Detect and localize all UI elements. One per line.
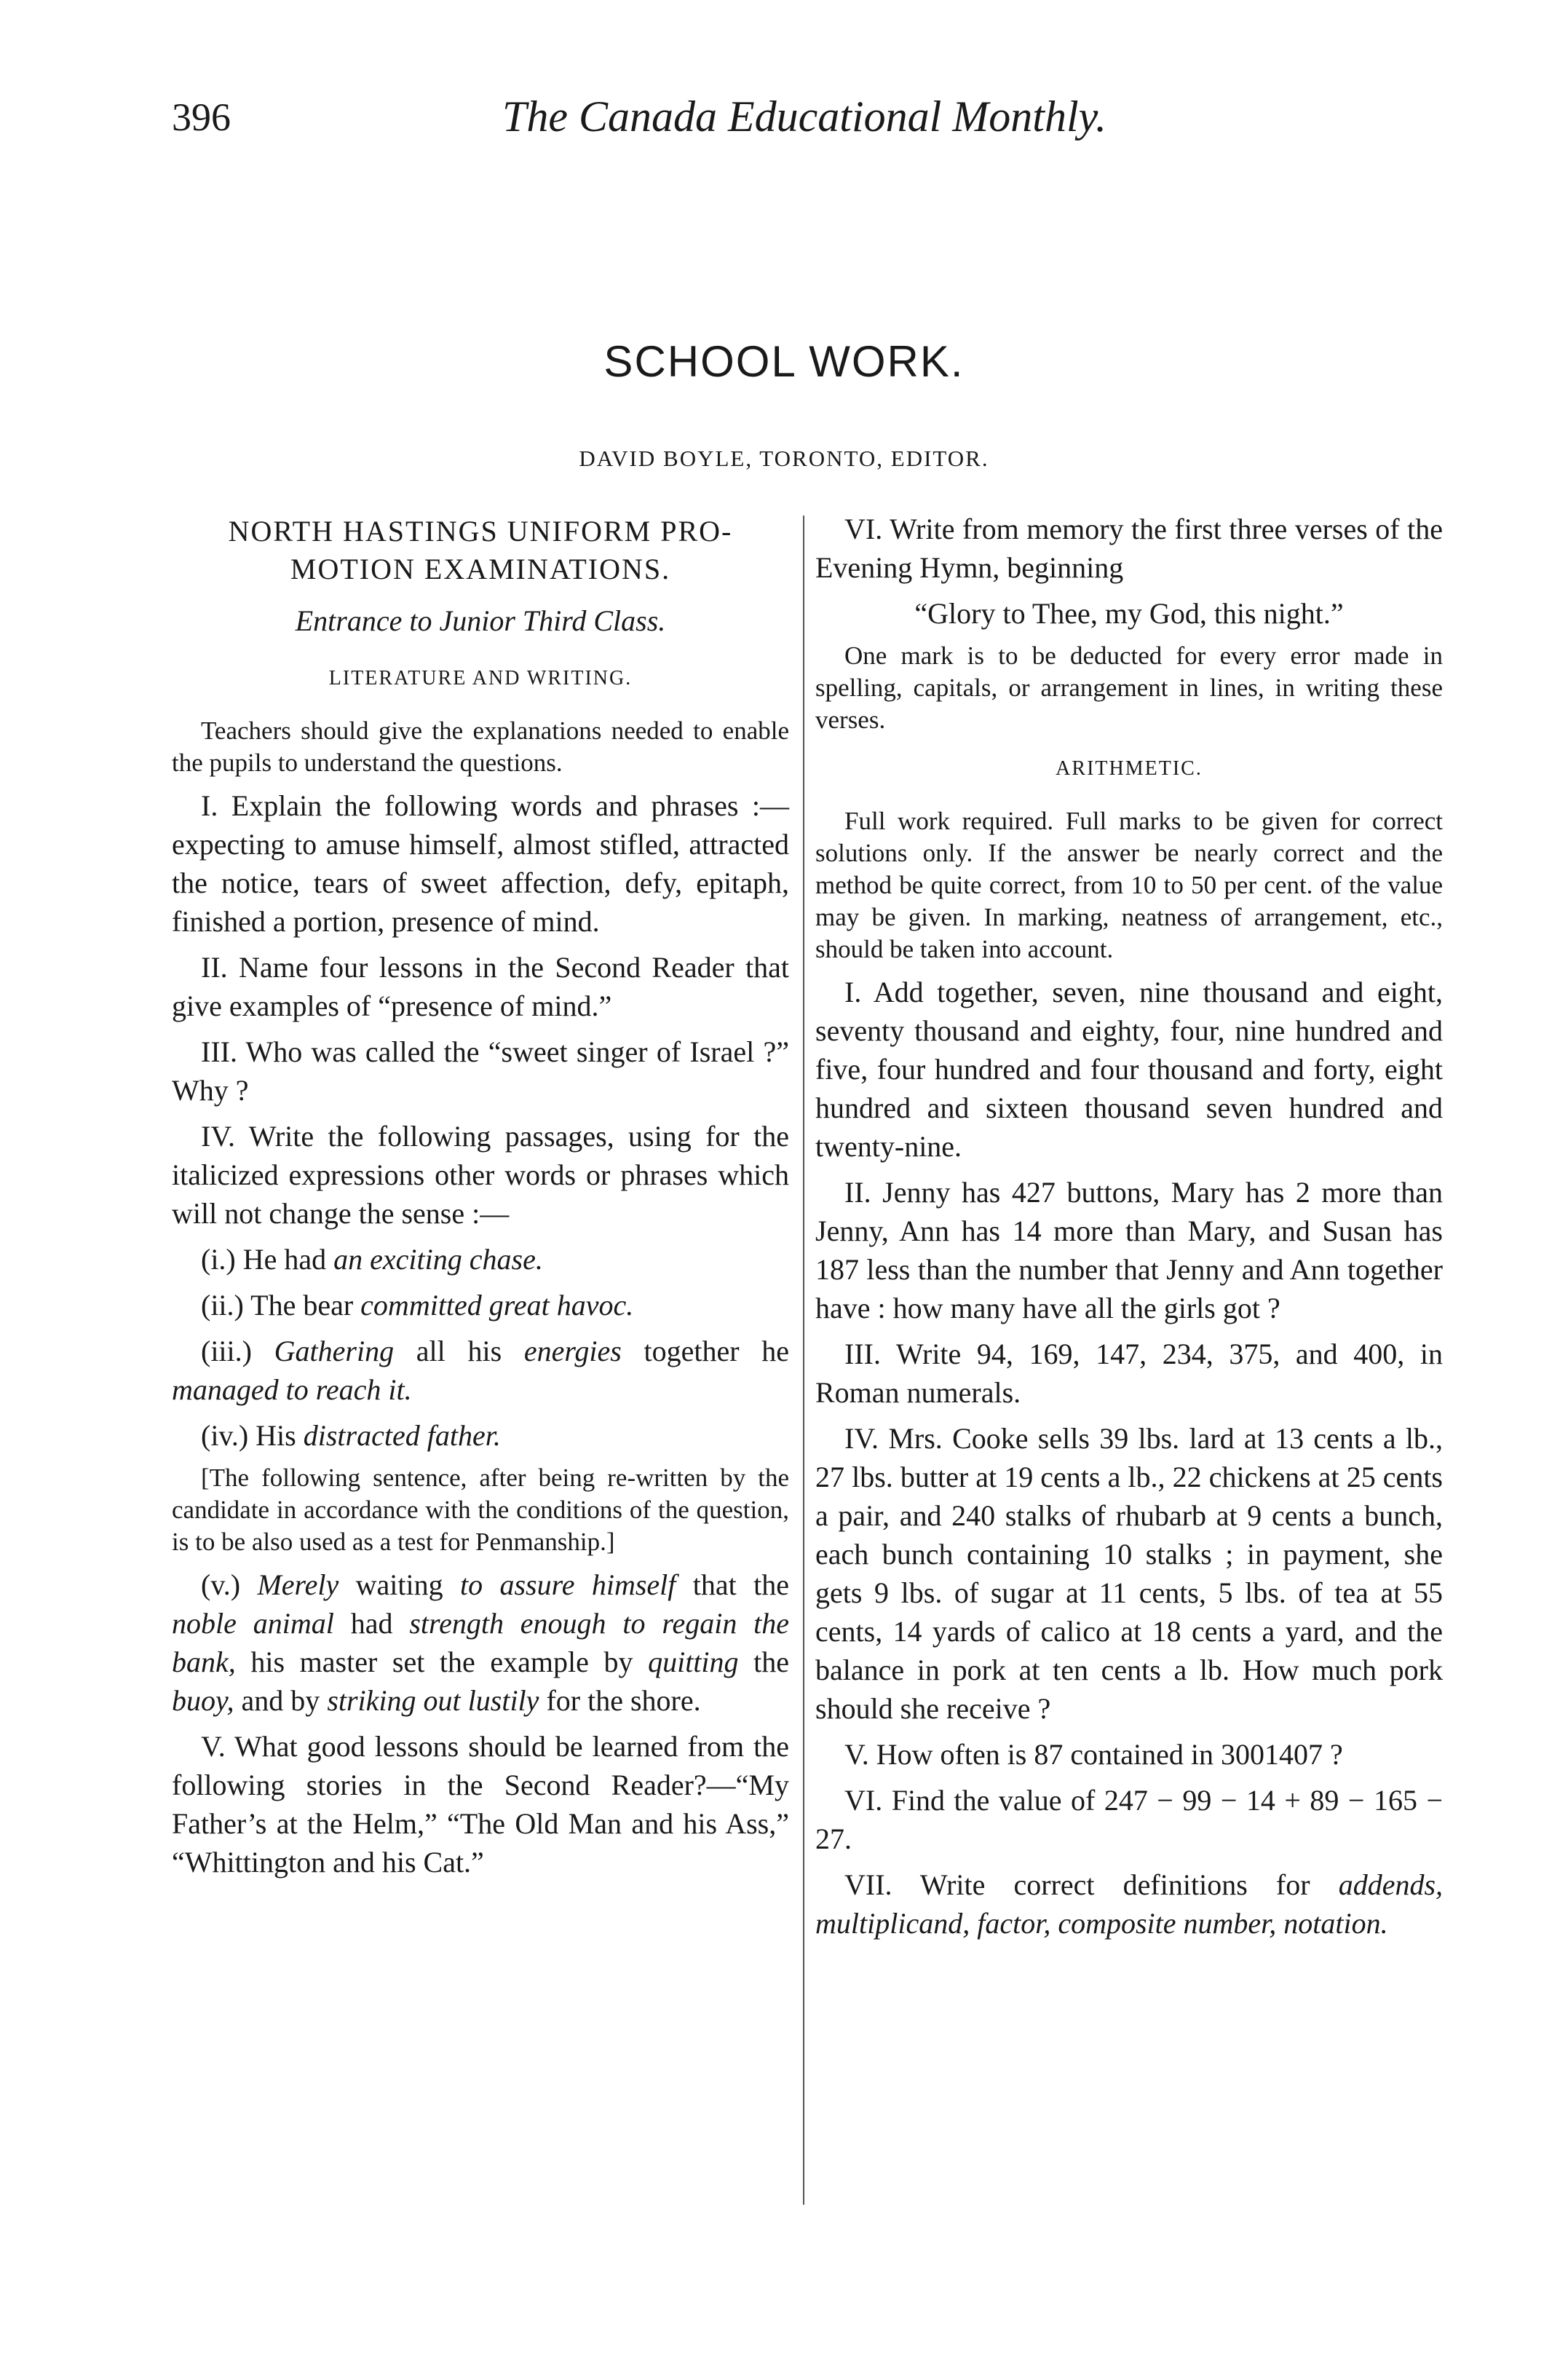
arithmetic-question-3: III. Write 94, 169, 147, 234, 375, and 400, in Roman numerals. [815,1338,1443,1409]
section-title: SCHOOL WORK. [603,337,965,386]
arithmetic-question-7-italic: addends, multiplicand, factor, composite number, notation. [815,1868,1444,1940]
passage-iii-italic-2: energies [523,1335,622,1367]
passage-v-italic-2: to assure himself [459,1568,676,1601]
arithmetic-question-2: II. Jenny has 427 buttons, Mary has 2 more than Jenny, Ann has 14 more than Mary, and Susan has 187 less than the number that Jenny and Ann together have : how many have all the girls got ? [815,1176,1443,1324]
passage-i-text: He had [242,1243,327,1276]
passage-iii-italic-3: managed to reach it. [172,1373,412,1406]
article-heading-line-1: NORTH HASTINGS UNIFORM PRO- [228,515,733,548]
passage-v-text-5: the [753,1646,790,1678]
passage-v-text-2: that the [692,1568,790,1601]
passage-v-italic-6: buoy, [172,1684,234,1717]
left-column [172,510,789,1889]
passage-iv-text: His [256,1419,296,1452]
passage-v-italic-5: quitting [648,1646,739,1678]
article-heading-line-2: MOTION EXAMINATIONS. [290,553,671,585]
passage-ii-italic: committed great havoc. [360,1289,634,1322]
passage-i-italic: an exciting chase. [333,1243,543,1276]
passage-iii [172,1332,789,1409]
editor-line: DAVID BOYLE, TORONTO, EDITOR. [579,446,989,471]
right-column [815,510,1443,1950]
arithmetic-question-1: I. Add together, seven, nine thousand and eight, seventy thousand and eighty, four, nine hundred and five, four hundred and four thousand and forty, eight hundred and sixteen thousand seven hundred and twenty-nine. [815,976,1443,1163]
arithmetic-question-7-text: VII. Write correct definitions for [844,1868,1310,1901]
passage-v-text-7: for the shore. [546,1684,701,1717]
article-heading [172,513,789,588]
page-number: 396 [172,95,231,139]
passage-iii-italic-1: Gathering [274,1335,395,1367]
passage-v-text-6: and by [241,1684,320,1717]
subject-heading-arithmetic: ARITHMETIC. [1056,757,1203,780]
hymn-quote: “Glory to Thee, my God, this night.” [914,597,1344,630]
passage-ii-text: The bear [250,1289,354,1322]
question-5: V. What good lessons should be learned from the following stories in the Second Reader?—“My Father’s at the Helm,” “The Old Man and his Ass,” “Whittington and his Cat.” [172,1730,789,1879]
passage-iii-number: (iii.) [201,1335,252,1367]
passage-i-number: (i.) [201,1243,236,1276]
passage-v-number: (v.) [201,1568,241,1601]
class-subheading: Entrance to Junior Third Class. [295,604,666,637]
arithmetic-question-6: VI. Find the value of 247 − 99 − 14 + 89 − 165 − 27. [815,1784,1443,1855]
passage-v [172,1565,789,1720]
passage-v-italic-3: noble animal [172,1607,334,1640]
arithmetic-instructions: Full work required. Full marks to be given for correct solutions only. If the answer be nearly correct and the method be quite correct, from 10 to 50 per cent. of the value may be given. In marking, neatness of arrangement, etc., should be taken into account. [815,807,1443,963]
passage-v-italic-1: Merely [257,1568,339,1601]
arithmetic-question-5: V. How often is 87 contained in 3001407 ? [844,1738,1343,1771]
literature-instructions: Teachers should give the explanations needed to enable the pupils to understand the questions. [172,716,789,777]
passage-iii-text-1: all his [416,1335,502,1367]
passage-v-text-1: waiting [355,1568,443,1601]
question-1: I. Explain the following words and phrases :—expecting to amuse himself, almost stifled, attracted the notice, tears of sweet affection, defy, epitaph, finished a portion, presence of mind. [172,789,789,938]
arithmetic-question-4: IV. Mrs. Cooke sells 39 lbs. lard at 13 cents a lb., 27 lbs. butter at 19 cents a lb., 22 chickens at 25 cents a pair, and 240 stalks of rhubarb at 9 cents a bunch, each bunch containing 10 stalks ; in payment, she gets 9 lbs. of sugar at 11 cents, 5 lbs. of tea at 55 cents, 14 yards of calico at 18 cents a yard, and the balance in pork at ten cents a lb. How much pork should she receive ? [815,1422,1443,1725]
hymn-marking-note: One mark is to be deducted for every error made in spelling, capitals, or arrangement in lines, in writing these verses. [815,641,1443,734]
passage-v-italic-7: striking out lustily [327,1684,539,1717]
passage-iv-number: (iv.) [201,1419,249,1452]
question-4: IV. Write the following passages, using for the italicized expressions other words or phrases which will not change the sense :— [172,1120,789,1230]
passage-v-text-4: his master set the example by [250,1646,633,1678]
passage-iv-italic: distracted father. [303,1419,501,1452]
passage-ii [172,1286,789,1324]
passage-v-italic-4: strength enough to regain the bank, [172,1607,790,1678]
subject-heading-literature: LITERATURE AND WRITING. [328,667,633,690]
passage-iv [172,1416,789,1455]
passage-iii-text-2: together he [644,1335,790,1367]
arithmetic-question-7 [815,1865,1443,1943]
penmanship-note: [The following sentence, after being re-written by the candidate in accordance with the conditions of the question, is to be also used as a test for Penmanship.] [172,1464,789,1556]
question-2: II. Name four lessons in the Second Reader that give examples of “presence of mind.” [172,951,789,1022]
question-6: VI. Write from memory the first three verses of the Evening Hymn, beginning [815,513,1443,584]
column-divider [803,516,804,2205]
passage-v-text-3: had [350,1607,393,1640]
passage-i [172,1240,789,1279]
journal-title: The Canada Educational Monthly. [502,92,1106,141]
passage-ii-number: (ii.) [201,1289,244,1322]
question-3: III. Who was called the “sweet singer of Israel ?” Why ? [172,1035,789,1107]
